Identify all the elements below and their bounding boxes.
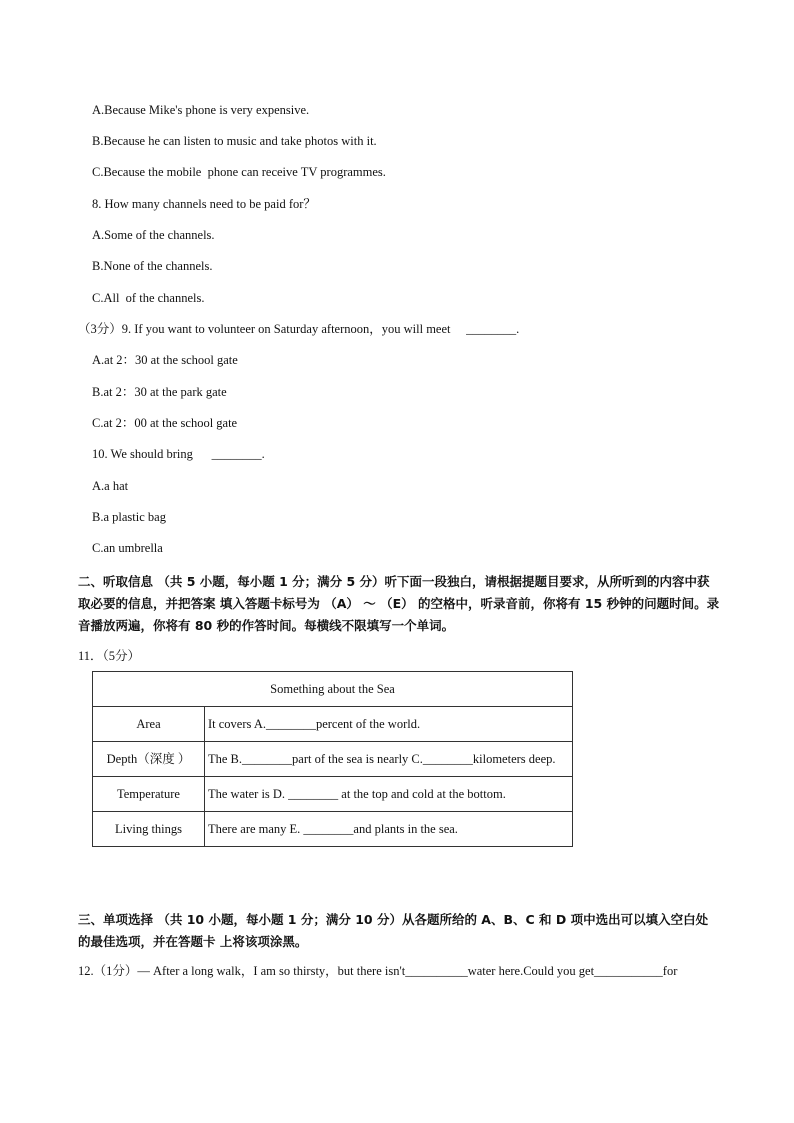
section3-heading: 三、单项选择 （共 10 小题，每小题 1 分；满分 10 分）从各题所给的 A、B、C 和 D 项中选出可以填入空白处的最佳选项，并在答题卡 上将该项涂黑。: [78, 912, 709, 949]
q9-stem: （3分）9. If you want to volunteer on Saturday afternoon，you will meet ________.: [78, 322, 520, 336]
q8-option-b: B.None of the channels.: [92, 259, 213, 273]
q12-stem: 12.（1分）— After a long walk，I am so thirsty，but there isn't__________water here.Could you get___________for: [78, 964, 678, 978]
q9-option-a: A.at 2：30 at the school gate: [92, 353, 238, 367]
section2-heading: 二、听取信息 （共 5 小题，每小题 1 分；满分 5 分）听下面一段独白，请根据提题目要求，从所听到的内容中获取必要的信息，并把答案 填入答题卡标号为 （A） ～ （E） 的空格中，听录音前，你将有 15 秒钟的问题时间。录音播放两遍，你将有 80 秒的作答时间。每横线不限填写一个单词。: [78, 574, 720, 633]
table-row: [93, 707, 573, 742]
row-label-temperature: Temperature: [93, 777, 205, 812]
q7-option-c: C.Because the mobile phone can receive TV programmes.: [92, 165, 386, 179]
q8-option-c: C.All of the channels.: [92, 291, 205, 305]
q7-option-b: B.Because he can listen to music and take photos with it.: [92, 134, 377, 148]
q8-stem: 8. How many channels need to be paid for？: [92, 197, 316, 211]
row-label-living-things: Living things: [93, 812, 205, 847]
table-title: Something about the Sea: [93, 672, 573, 707]
row-text-depth: The B.________part of the sea is nearly C.________kilometers deep.: [205, 742, 573, 777]
q9-option-c: C.at 2：00 at the school gate: [92, 416, 238, 430]
q10-option-a: A.a hat: [92, 479, 129, 493]
q10-stem: 10. We should bring ________.: [92, 447, 265, 461]
table-row: [93, 812, 573, 847]
sea-info-table: [92, 671, 573, 847]
row-text-temperature: The water is D. ________ at the top and cold at the bottom.: [205, 777, 573, 812]
q9-option-b: B.at 2：30 at the park gate: [92, 385, 227, 399]
row-text-living-things: There are many E. ________and plants in the sea.: [205, 812, 573, 847]
q10-option-c: C.an umbrella: [92, 541, 163, 555]
row-label-area: Area: [93, 707, 205, 742]
row-text-area: It covers A.________percent of the world.: [205, 707, 573, 742]
table-title-row: [93, 672, 573, 707]
q8-option-a: A.Some of the channels.: [92, 228, 215, 242]
q10-option-b: B.a plastic bag: [92, 510, 166, 524]
table-row: [93, 777, 573, 812]
row-label-depth: Depth（深度 ）: [93, 742, 205, 777]
q11-label: 11．（5分）: [78, 649, 141, 663]
table-row: [93, 742, 573, 777]
q7-option-a: A.Because Mike's phone is very expensive.: [92, 103, 310, 117]
